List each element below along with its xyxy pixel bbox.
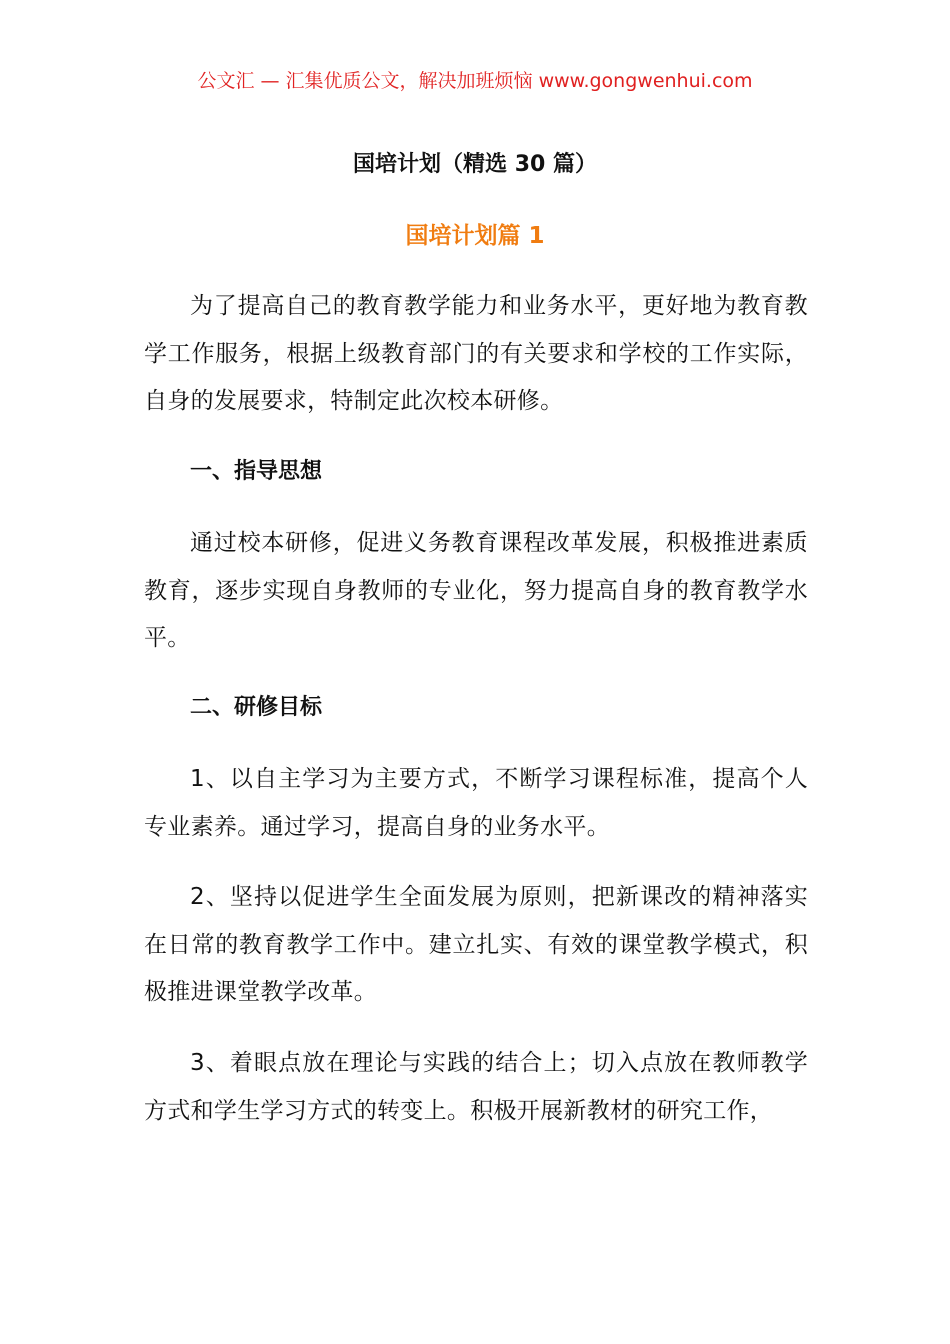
paragraph-intro: 为了提高自己的教育教学能力和业务水平，更好地为教育教学工作服务，根据上级教育部门的有关要求和学校的工作实际，自身的发展要求，特制定此次校本研修。 (144, 293, 808, 414)
document-title: 国培计划（精选 30 篇） (353, 152, 597, 177)
paragraph-goal-3: 3、着眼点放在理论与实践的结合上；切入点放在教师教学方式和学生学习方式的转变上。积极开展新教材的研究工作， (144, 1050, 808, 1124)
paragraph-goal-1: 1、以自主学习为主要方式，不断学习课程标准，提高个人专业素养。通过学习，提高自身的业务水平。 (144, 766, 808, 840)
site-banner: 公文汇 — 汇集优质公文，解决加班烦恼 www.gongwenhui.com (197, 70, 753, 92)
heading-training-goals: 二、研修目标 (190, 695, 323, 720)
paragraph-goal-2: 2、坚持以促进学生全面发展为原则，把新课改的精神落实在日常的教育教学工作中。建立扎实、有效的课堂教学模式，积极推进课堂教学改革。 (144, 884, 808, 1005)
heading-guiding-ideology: 一、指导思想 (190, 459, 323, 484)
paragraph-guiding-ideology: 通过校本研修，促进义务教育课程改革发展，积极推进素质教育，逐步实现自身教师的专业化，努力提高自身的教育教学水平。 (144, 530, 808, 651)
section-title: 国培计划篇 1 (405, 223, 545, 249)
